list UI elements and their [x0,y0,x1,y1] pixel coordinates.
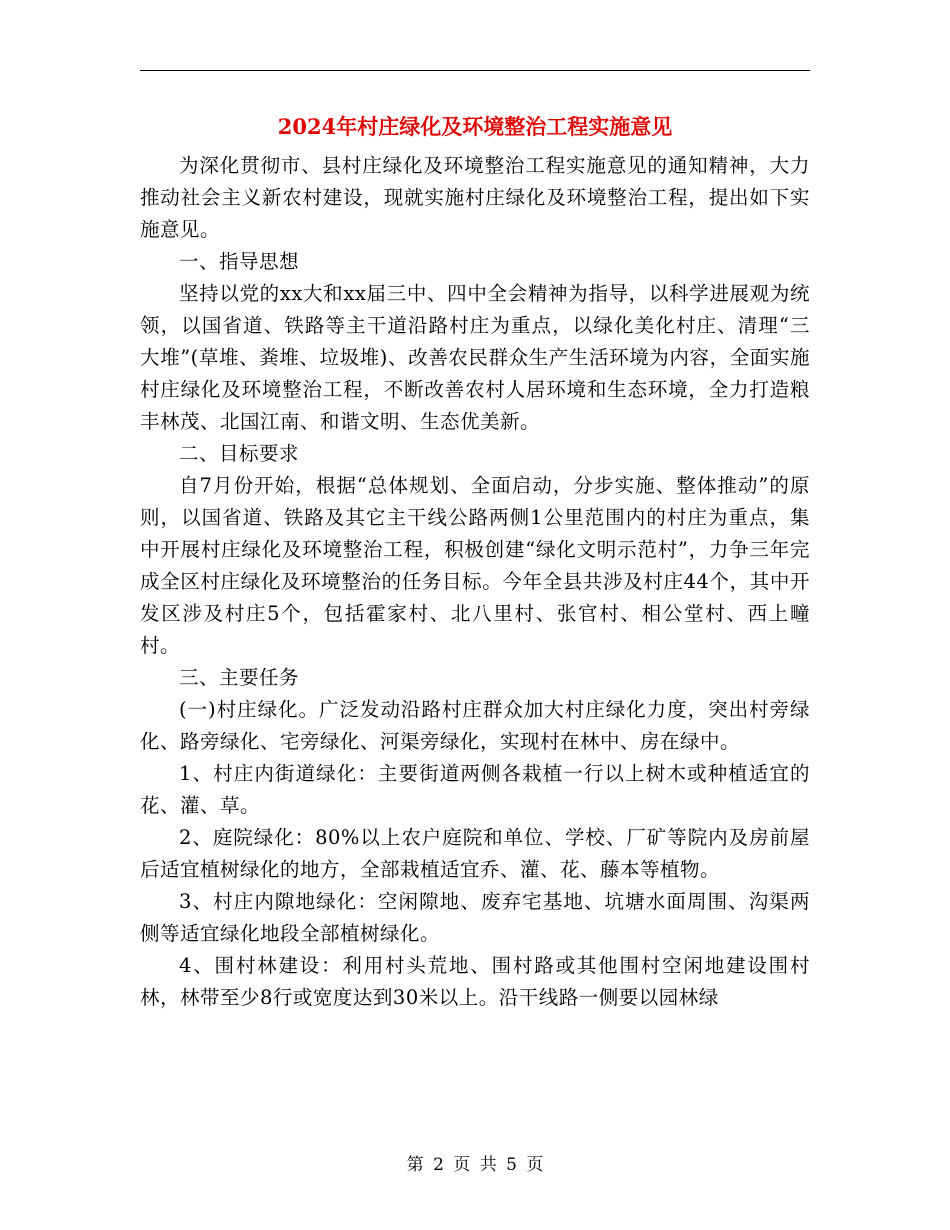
page-number-footer: 第 2 页 共 5 页 [406,1155,544,1175]
paragraph-gap-land-greening: 3、村庄内隙地绿化：空闲隙地、废弃宅基地、坑塘水面周围、沟渠两侧等适宜绿化地段全部植树绿化。 [140,890,810,945]
paragraph-goals: 自7月份开始，根据“总体规划、全面启动，分步实施、整体推动”的原则，以国省道、铁路及其它主干线公路两侧1公里范围内的村庄为重点，集中开展村庄绿化及环境整治工程，积极创建“绿化文明示范村”，力争三年完成全区村庄绿化及环境整治的任务目标。今年全县共涉及村庄44个，其中开发区涉及村庄5个，包括霍家村、北八里村、张官村、相公堂村、西上疃村。 [140,474,810,657]
paragraph-guiding-ideology: 坚持以党的xx大和xx届三中、四中全会精神为指导，以科学进展观为统领，以国省道、铁路等主干道沿路村庄为重点，以绿化美化村庄、清理“三大堆”(草堆、粪堆、垃圾堆)、改善农民群众生产生活环境为内容，全面实施村庄绿化及环境整治工程，不断改善农村人居环境和生态环境，全力打造粮丰林茂、北国江南、和谐文明、生态优美新。 [140,282,810,433]
header-rule [140,70,810,71]
paragraph-courtyard-greening: 2、庭院绿化：80%以上农户庭院和单位、学校、厂矿等院内及房前屋后适宜植树绿化的地方，全部栽植适宜乔、灌、花、藤本等植物。 [140,826,810,881]
paragraph-village-greening: (一)村庄绿化。广泛发动沿路村庄群众加大村庄绿化力度，突出村旁绿化、路旁绿化、宅旁绿化、河渠旁绿化，实现村在林中、房在绿中。 [140,698,810,753]
section-heading-goals: 二、目标要求 [179,442,300,465]
section-heading-main-tasks: 三、主要任务 [179,666,300,689]
paragraph-village-forest: 4、围村林建设：利用村头荒地、围村路或其他围村空闲地建设围村林，林带至少8行或宽度达到30米以上。沿干线路一侧要以园林绿 [140,954,810,1009]
paragraph-street-greening: 1、村庄内街道绿化：主要街道两侧各栽植一行以上树木或种植适宜的花、灌、草。 [140,762,810,817]
document-body [140,150,810,1014]
document-title: 2024年村庄绿化及环境整治工程实施意见 [277,114,673,139]
paragraph-intro: 为深化贯彻市、县村庄绿化及环境整治工程实施意见的通知精神，大力推动社会主义新农村建设，现就实施村庄绿化及环境整治工程，提出如下实施意见。 [140,154,810,241]
section-heading-guiding-ideology: 一、指导思想 [179,250,300,273]
